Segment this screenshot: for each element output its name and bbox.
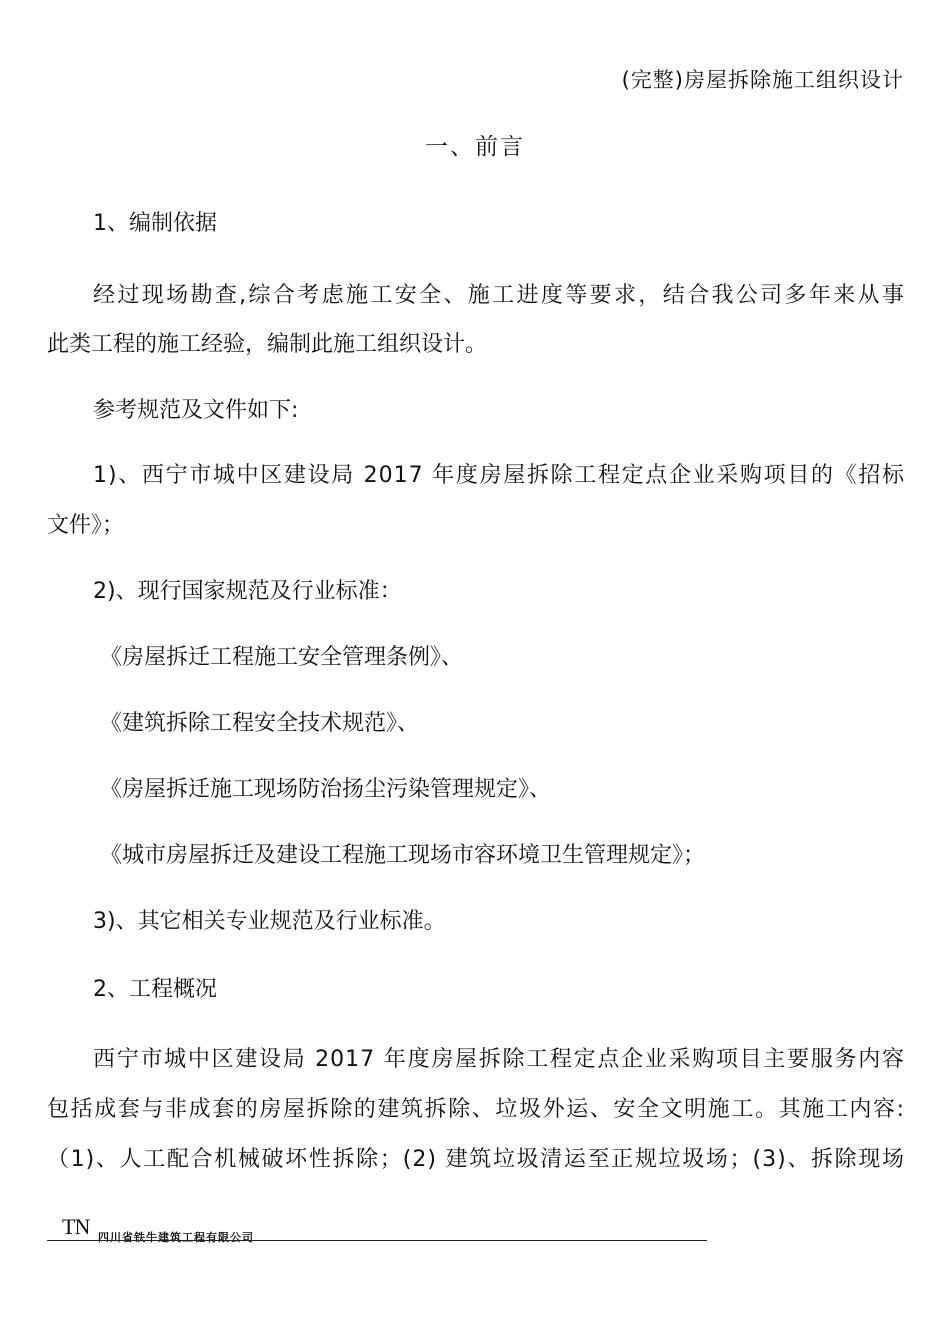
reference-item-1-continued: 文件》； [47, 513, 125, 538]
paragraph-line: 经过现场勘查,综合考虑施工安全、施工进度等要求，结合我公司多年来从事 [93, 283, 905, 308]
reference-item-1: 1)、西宁市城中区建设局 2017 年度房屋拆除工程定点企业采购项目的《招标 [93, 463, 905, 488]
paragraph-line: 西宁市城中区建设局 2017 年度房屋拆除工程定点企业采购项目主要服务内容 [93, 1047, 905, 1072]
subheading-project-overview: 2、工程概况 [93, 977, 217, 1002]
section-title: 一、前言 [425, 134, 525, 160]
company-logo: TN [62, 1214, 90, 1239]
reference-intro: 参考规范及文件如下: [93, 398, 299, 423]
paragraph-line: 此类工程的施工经验，编制此施工组织设计。 [47, 332, 488, 357]
standard-item: 《建筑拆除工程安全技术规范》、 [100, 711, 420, 736]
reference-item-3: 3)、其它相关专业规范及行业标准。 [93, 909, 446, 934]
document-header-title: (完整)房屋拆除施工组织设计 [621, 68, 904, 92]
standard-item: 《房屋拆迁工程施工安全管理条例》、 [100, 645, 464, 670]
footer-divider [47, 1240, 707, 1241]
footer-company-name: 四川省铁牛建筑工程有限公司 [98, 1231, 254, 1244]
subheading-compilation-basis: 1、编制依据 [93, 211, 217, 236]
standard-item: 《房屋拆迁施工现场防治扬尘污染管理规定》、 [100, 777, 552, 802]
standard-item: 《城市房屋拆迁及建设工程施工现场市容环境卫生管理规定》； [100, 843, 706, 868]
reference-item-2: 2)、现行国家规范及行业标准： [93, 579, 402, 604]
paragraph-line: （1)、人工配合机械破坏性拆除；(2) 建筑垃圾清运至正规垃圾场；(3)、拆除现场 [47, 1147, 905, 1172]
paragraph-line: 包括成套与非成套的房屋拆除的建筑拆除、垃圾外运、安全文明施工。其施工内容: [47, 1097, 905, 1122]
